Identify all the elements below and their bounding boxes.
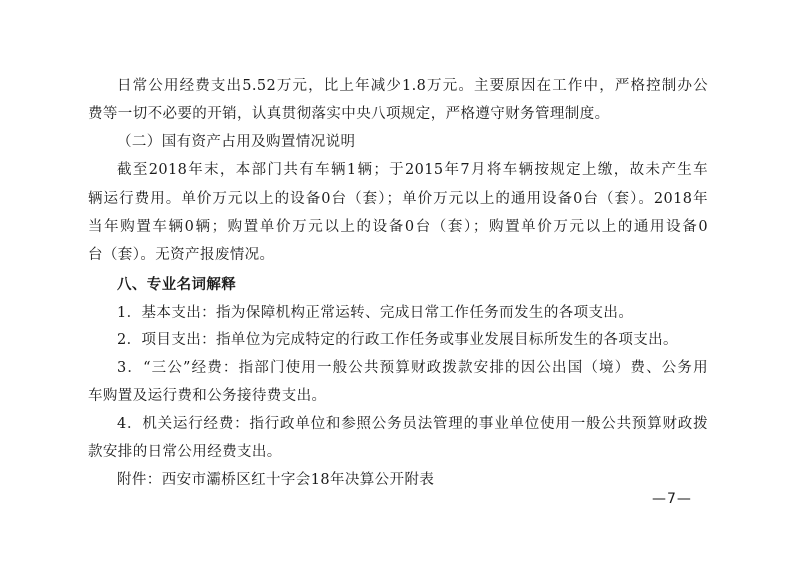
- text-line: 日常公用经费支出5.52万元，比上年减少1.8万元。主要原因在工作中，严格控制办公: [117, 78, 708, 94]
- text-line: 4．机关运行经费：指行政单位和参照公务员法管理的事业单位使用一般公共预算财政拨: [117, 416, 708, 432]
- text-line: 截至2018年末，本部门共有车辆1辆；于2015年7月将车辆按规定上缴，故未产生车: [117, 162, 708, 178]
- definition-basic-expenditure: 1．基本支出：指为保障机构正常运转、完成日常工作任务而发生的各项支出。: [117, 305, 634, 321]
- text-line: 款安排的日常公用经费支出。: [88, 444, 282, 460]
- section-heading: 八、专业名词解释: [117, 276, 237, 293]
- attachment-note: 附件：西安市灞桥区红十字会18年决算公开附表: [117, 472, 435, 488]
- text-line: 3．“三公”经费：指部门使用一般公共预算财政拨款安排的因公出国（境）费、公务用: [117, 360, 708, 376]
- text-line: 当年购置车辆0辆；购置单价万元以上的设备0台（套）；购置单价万元以上的通用设备0: [88, 219, 708, 235]
- definition-project-expenditure: 2．项目支出：指单位为完成特定的行政工作任务或事业发展目标所发生的各项支出。: [117, 332, 678, 348]
- page-number: —7—: [652, 491, 692, 507]
- text-line: 台（套）。无资产报废情况。: [88, 247, 275, 263]
- section-subheading: （二）国有资产占用及购置情况说明: [117, 134, 356, 150]
- text-line: 费等一切不必要的开销，认真贯彻落实中央八项规定，严格遵守财务管理制度。: [88, 106, 610, 122]
- text-line: 车购置及运行费和公务接待费支出。: [88, 388, 327, 404]
- text-line: 辆运行费用。单价万元以上的设备0台（套）；单价万元以上的通用设备0台（套）。2018年: [88, 191, 708, 207]
